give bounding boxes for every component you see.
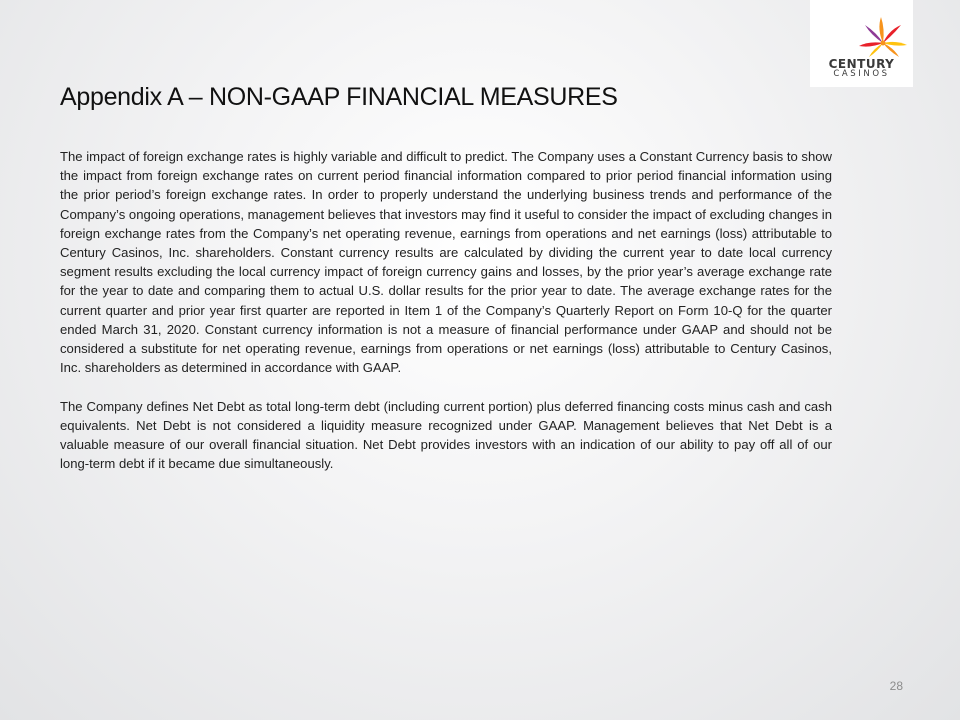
page-title: Appendix A – NON-GAAP FINANCIAL MEASURES [60,83,618,111]
body-text [60,147,832,493]
page-number: 28 [889,679,903,693]
paragraph-constant-currency: The impact of foreign exchange rates is highly variable and difficult to predict. The Company uses a Constant Currency basis to show the impact from foreign exchange rates on current period financial information compared to prior period financial information using the prior period’s foreign exchange rates. In order to properly understand the underlying business trends and performance of the Company’s ongoing operations, management believes that investors may find it useful to consider the impact of excluding changes in foreign exchange rates from the Company’s net operating revenue, earnings from operations and net earnings (loss) attributable to Century Casinos, Inc. shareholders. Constant currency results are calculated by dividing the current year to date local currency segment results excluding the local currency impact of foreign currency gains and losses, by the prior year’s average exchange rate for the year to date and comparing them to actual U.S. dollar results for the prior year to date. The average exchange rates for the current quarter and prior year first quarter are reported in Item 1 of the Company’s Quarterly Report on Form 10-Q for the quarter ended March 31, 2020. Constant currency information is not a measure of financial performance under GAAP and should not be considered a substitute for net operating revenue, earnings from operations or net earnings (loss) attributable to Century Casinos, Inc. shareholders as determined in accordance with GAAP. [60,149,832,376]
century-casinos-logo [810,0,913,87]
starburst-icon [810,0,913,60]
logo-word-century: CENTURY [828,57,895,71]
logo-word-casinos: CASINOS [833,69,890,79]
paragraph-net-debt: The Company defines Net Debt as total long-term debt (including current portion) plus deferred financing costs minus cash and cash equivalents. Net Debt is not considered a liquidity measure recognized under GAAP. Management believes that Net Debt is a valuable measure of our overall financial situation. Net Debt provides investors with an indication of our ability to pay off all of our long-term debt if it became due simultaneously. [60,398,832,472]
